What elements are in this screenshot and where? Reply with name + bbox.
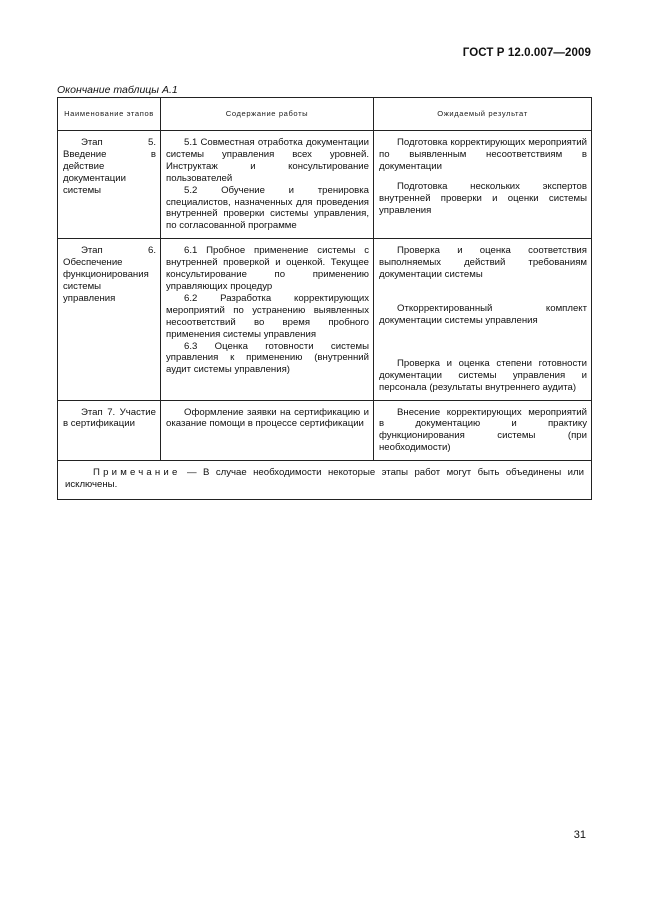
result-cell — [374, 239, 592, 400]
content-item: 6.2 Разработка корректирующих мероприятий по устранению выявленных несоответствий во время пробного применения системы управления — [166, 292, 369, 340]
stage-cell — [58, 400, 161, 461]
table-row — [58, 131, 592, 239]
content-cell — [161, 131, 374, 239]
stage-cell — [58, 131, 161, 239]
page-number: 31 — [573, 829, 586, 841]
note-label: Примечание — [93, 467, 181, 479]
content-cell — [161, 400, 374, 461]
stage-name: Этап 6. Обеспечение функционирования системы управления — [63, 245, 156, 304]
result-item: Подготовка корректирующих мероприятий по выявленным несоответствиям в документации — [379, 137, 587, 172]
content-item: 6.1 Пробное применение системы с внутренней проверкой и оценкой. Текущее консультирование по применению управляющих процедур — [166, 245, 369, 292]
table-note — [65, 467, 584, 491]
result-item: Откорректированный комплект документации системы управления — [379, 302, 587, 326]
content-item: 5.1 Совместная отработка документации системы управления всех уровней. Инструктаж и консультирование пользователей — [166, 137, 369, 184]
header-expected-result: Ожидаемый результат — [374, 98, 592, 131]
content-item: Оформление заявки на сертификацию и оказание помощи в процессе сертификации — [166, 406, 369, 430]
stage-name: Этап 7. Участие в сертификации — [63, 406, 156, 430]
result-item: Проверка и оценка степени готовности документации системы управления и персонала (результаты внутреннего аудита) — [379, 357, 587, 393]
document-code: ГОСТ Р 12.0.007—2009 — [462, 47, 591, 59]
table-header-row — [58, 98, 592, 131]
result-item: Проверка и оценка соответствия выполняемых действий требованиям документации системы — [379, 245, 587, 281]
note-text: — В случае необходимости некоторые этапы работ могут быть объединены или исключены. — [65, 467, 584, 491]
result-cell — [374, 400, 592, 461]
content-item: 5.2 Обучение и тренировка специалистов, назначенных для проведения внутренней проверки системы управления, по согласованной программе — [166, 184, 369, 232]
stage-name: Этап 5. Введение в действие документации системы — [63, 137, 156, 196]
result-item: Подготовка нескольких экспертов внутренней проверки и оценки системы управления — [379, 180, 587, 216]
table-row — [58, 239, 592, 400]
header-work-content: Содержание работы — [161, 98, 374, 131]
content-cell — [161, 239, 374, 400]
table-row — [58, 400, 592, 461]
result-item: Внесение корректирующих мероприятий в документацию и практику функционирования системы (при необходимости) — [379, 406, 587, 454]
table-note-row — [58, 461, 592, 500]
content-item: 6.3 Оценка готовности системы управления к применению (внутренний аудит системы управления) — [166, 340, 369, 376]
result-cell — [374, 131, 592, 239]
table-caption: Окончание таблицы А.1 — [57, 84, 178, 96]
note-cell — [58, 461, 592, 500]
header-stage-name: Наименование этапов — [58, 98, 161, 131]
stage-cell — [58, 239, 161, 400]
stages-table — [57, 97, 592, 500]
